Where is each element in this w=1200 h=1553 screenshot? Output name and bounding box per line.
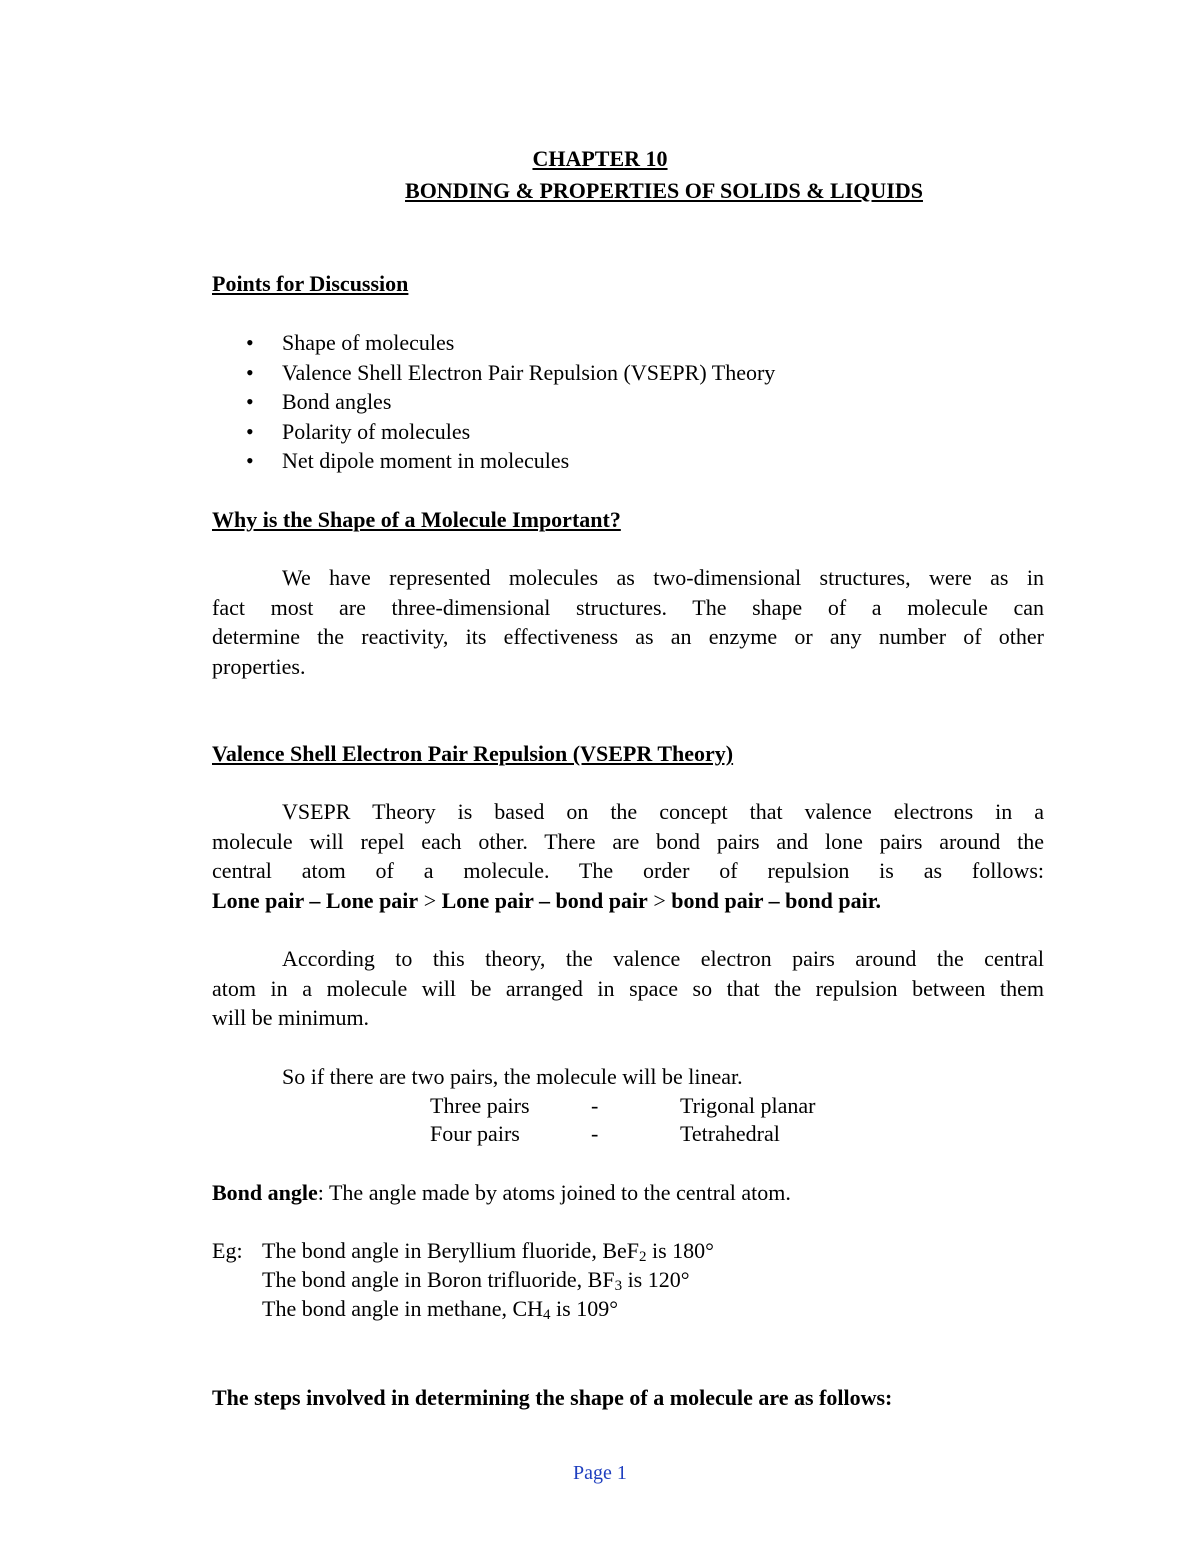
list-item: • Valence Shell Electron Pair Repulsion (VSEPR) Theory bbox=[212, 358, 775, 388]
dash: - bbox=[591, 1093, 599, 1118]
chapter-number: CHAPTER 10 bbox=[532, 146, 668, 171]
example-line: The bond angle in Boron trifluoride, $BF_3$ is 120° bbox=[262, 1267, 690, 1294]
list-item: • Polarity of molecules bbox=[212, 417, 775, 447]
paragraph-line: determine the reactivity, its effectiveness as an enzyme or any number of other bbox=[212, 624, 1044, 649]
importance-heading: Why is the Shape of a Molecule Important? bbox=[212, 507, 621, 532]
paragraph-line: VSEPR Theory is based on the concept that valence electrons in a bbox=[282, 799, 1044, 824]
discussion-heading: Points for Discussion bbox=[212, 271, 409, 296]
molecule-shape: Trigonal planar bbox=[680, 1093, 816, 1118]
chapter-title: BONDING & PROPERTIES OF SOLIDS & LIQUIDS bbox=[405, 178, 923, 203]
paragraph-line: will be minimum. bbox=[212, 1005, 370, 1030]
paragraph-line: properties. bbox=[212, 653, 306, 679]
paragraph-line: molecule will repel each other. There are bond pairs and lone pairs around the bbox=[212, 828, 1044, 854]
bond-angle-definition: Bond angle: The angle made by atoms joined to the central atom. bbox=[212, 1180, 791, 1205]
page-number: Page 1 bbox=[573, 1462, 627, 1484]
paragraph-line: According to this theory, the valence electron pairs around the central bbox=[282, 946, 1044, 971]
shape-row bbox=[430, 1119, 850, 1149]
discussion-list bbox=[212, 328, 775, 476]
repulsion-order: Lone pair – Lone pair > Lone pair – bond pair > bond pair – bond pair. bbox=[212, 887, 881, 913]
shape-row bbox=[430, 1091, 850, 1121]
dash: - bbox=[591, 1121, 599, 1146]
example-line: The bond angle in methane, $CH_4$ is 109° bbox=[262, 1296, 619, 1323]
steps-heading: The steps involved in determining the shape of a molecule are as follows: bbox=[212, 1385, 893, 1410]
eg-label: Eg: bbox=[212, 1238, 243, 1263]
paragraph-line: central atom of a molecule. The order of repulsion is as follows: bbox=[212, 858, 1044, 883]
list-item: • Net dipole moment in molecules bbox=[212, 446, 775, 476]
two-pairs-line: So if there are two pairs, the molecule will be linear. bbox=[282, 1064, 743, 1089]
pairs-count: Four pairs bbox=[430, 1121, 520, 1146]
molecule-shape: Tetrahedral bbox=[680, 1121, 780, 1146]
pairs-count: Three pairs bbox=[430, 1093, 530, 1118]
example-line: The bond angle in Beryllium fluoride, BeF$_2$ is 180° bbox=[262, 1238, 714, 1265]
vsepr-paragraph-2 bbox=[212, 944, 1044, 1033]
list-item: • Bond angles bbox=[212, 387, 775, 417]
vsepr-heading: Valence Shell Electron Pair Repulsion (VSEPR Theory) bbox=[212, 741, 734, 766]
paragraph-line: We have represented molecules as two-dimensional structures, were as in bbox=[282, 565, 1044, 590]
vsepr-paragraph-1 bbox=[212, 797, 1044, 915]
paragraph-line: atom in a molecule will be arranged in space so that the repulsion between them bbox=[212, 975, 1044, 1001]
paragraph-line: fact most are three-dimensional structures. The shape of a molecule can bbox=[212, 594, 1044, 620]
bond-angle-term: Bond angle bbox=[212, 1180, 318, 1205]
list-item: • Shape of molecules bbox=[212, 328, 775, 358]
importance-paragraph bbox=[212, 563, 1044, 681]
